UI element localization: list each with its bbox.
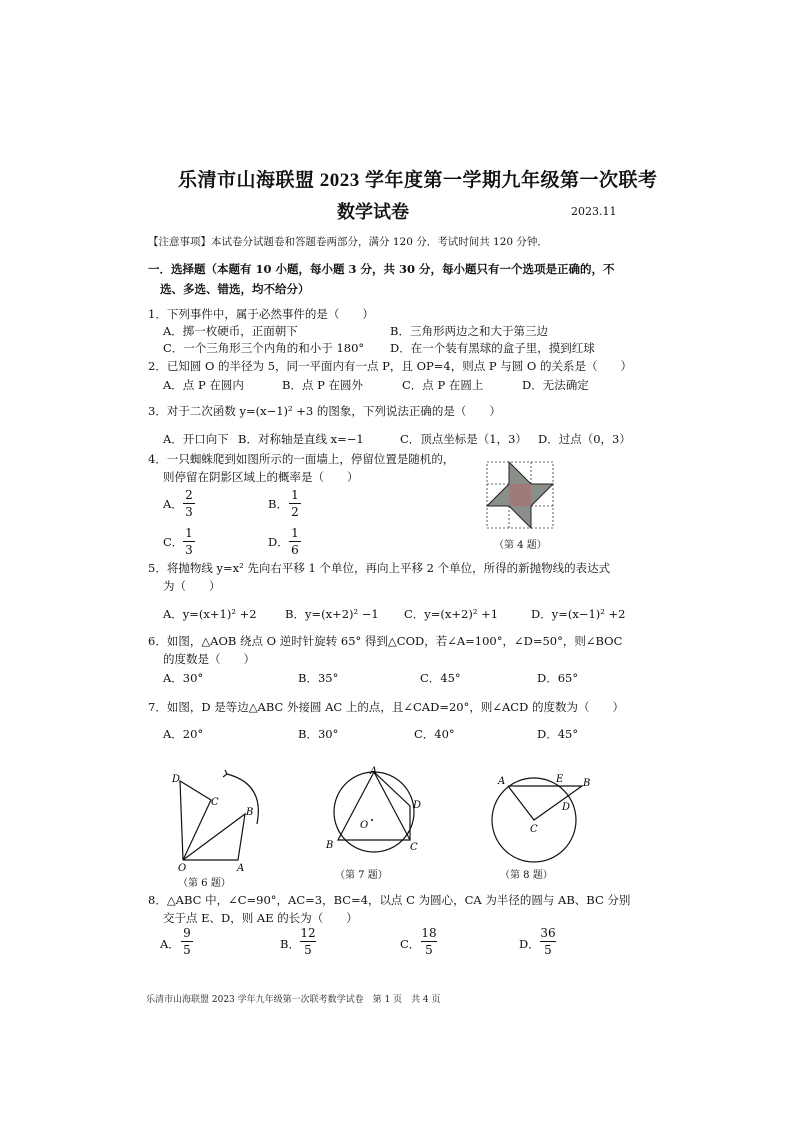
q4-option-c-fraction xyxy=(183,526,195,557)
q5-stem-cont: 为（ ） xyxy=(163,579,221,593)
fig8-label-c: C xyxy=(530,824,538,835)
q8-option-a-fraction xyxy=(181,926,193,957)
numerator: 1 xyxy=(291,526,299,540)
notice-text: 【注意事项】本试卷分试题卷和答题卷两部分，满分 120 分．考试时间共 120 分钟． xyxy=(148,236,548,248)
q5-stem: 5．将抛物线 y=x² 先向右平移 1 个单位，再向上平移 2 个单位，所得的新抛物线的表达式 xyxy=(148,561,611,575)
q1-option-d: D．在一个装有黑球的盒子里，摸到红球 xyxy=(390,341,595,355)
numerator: 36 xyxy=(540,926,556,940)
q3-option-b: B．对称轴是直线 x=−1 xyxy=(238,432,364,446)
figure-4-grid xyxy=(486,461,556,531)
denominator: 3 xyxy=(185,543,193,557)
numerator: 1 xyxy=(291,488,299,502)
q7-option-a: A．20° xyxy=(163,727,204,741)
q8-stem: 8．△ABC 中，∠C=90°，AC=3，BC=4，以点 C 为圆心，CA 为半径的圆与 AB、BC 分别 xyxy=(148,893,631,907)
q2-option-d: D．无法确定 xyxy=(522,378,589,392)
fig7-label-b: B xyxy=(326,840,334,851)
q4-stem: 4．一只蜘蛛爬到如图所示的一面墙上，停留位置是随机的， xyxy=(148,452,455,466)
q5-option-c: C．y=(x+2)² +1 xyxy=(404,607,499,621)
fig7-label-d: D xyxy=(413,800,422,811)
denominator: 5 xyxy=(425,943,433,957)
q7-option-d: D．45° xyxy=(537,727,579,741)
q8-option-d-label: D． xyxy=(519,937,540,951)
q6-option-d: D．65° xyxy=(537,671,579,685)
q2-option-a: A．点 P 在圆内 xyxy=(163,378,244,392)
page-footer: 乐清市山海联盟 2023 学年九年级第一次联考数学试卷 第 1 页 共 4 页 xyxy=(146,995,441,1005)
q8-option-b-label: B． xyxy=(280,937,300,951)
q5-option-b: B．y=(x+2)² −1 xyxy=(285,607,379,621)
q8-option-b-fraction xyxy=(300,926,316,957)
numerator: 12 xyxy=(300,926,316,940)
fig8-label-a: A xyxy=(498,776,506,787)
q4-option-a-fraction xyxy=(183,488,195,519)
figure-8-circle xyxy=(484,768,594,868)
q4-option-d-label: D． xyxy=(268,535,289,549)
fig8-label-b: B xyxy=(583,778,591,789)
q7-stem: 7．如图，D 是等边△ABC 外接圆 AC 上的点，且∠CAD=20°，则∠ACD 的度数为（ ） xyxy=(148,700,624,714)
q8-option-d-fraction xyxy=(540,926,556,957)
denominator: 3 xyxy=(185,505,193,519)
q3-option-c: C．顶点坐标是（1，3） xyxy=(400,432,527,446)
q4-option-a-label: A． xyxy=(163,497,183,511)
q3-option-a: A．开口向下 xyxy=(163,432,229,446)
q4-option-b-label: B． xyxy=(268,497,288,511)
q6-option-c: C．45° xyxy=(420,671,461,685)
fig8-label-e: E xyxy=(556,774,564,785)
q1-option-a: A．掷一枚硬币，正面朝下 xyxy=(163,324,298,338)
q2-option-c: C．点 P 在圆上 xyxy=(402,378,484,392)
q8-option-c-fraction xyxy=(421,926,437,957)
fig7-label-a: A xyxy=(370,766,378,777)
q6-stem: 6．如图，△AOB 绕点 O 逆时针旋转 65° 得到△COD，若∠A=100°，∠D=50°，则∠BOC xyxy=(148,634,623,648)
q6-option-a: A．30° xyxy=(163,671,204,685)
q8-stem-cont: 交于点 E、D，则 AE 的长为（ ） xyxy=(163,911,358,925)
q5-option-a: A．y=(x+1)² +2 xyxy=(163,607,257,621)
q1-stem: 1．下列事件中，属于必然事件的是（ ） xyxy=(148,307,374,321)
q4-option-d-fraction xyxy=(289,526,301,557)
fig6-label-b: B xyxy=(246,807,254,818)
q1-option-b: B．三角形两边之和大于第三边 xyxy=(390,324,548,338)
denominator: 6 xyxy=(291,543,299,557)
denominator: 5 xyxy=(304,943,312,957)
numerator: 1 xyxy=(185,526,193,540)
q7-option-b: B．30° xyxy=(298,727,339,741)
figure-6-caption: （第 6 题） xyxy=(178,878,231,889)
denominator: 5 xyxy=(544,943,552,957)
figure-6-rotation xyxy=(165,764,275,874)
denominator: 2 xyxy=(291,505,299,519)
section-heading-cont: 选、多选、错选，均不给分） xyxy=(160,282,310,296)
figure-7-circle xyxy=(322,766,432,862)
q5-option-d: D．y=(x−1)² +2 xyxy=(531,607,626,621)
q6-stem-cont: 的度数是（ ） xyxy=(163,652,255,666)
denominator: 5 xyxy=(183,943,191,957)
fig8-label-d: D xyxy=(562,802,571,813)
q2-option-b: B．点 P 在圆外 xyxy=(282,378,363,392)
q1-option-c: C．一个三角形三个内角的和小于 180° xyxy=(163,341,365,355)
q3-option-d: D．过点（0，3） xyxy=(538,432,631,446)
q4-option-b-fraction xyxy=(289,488,301,519)
q6-option-b: B．35° xyxy=(298,671,339,685)
q3-stem: 3．对于二次函数 y=(x−1)² +3 的图象，下列说法正确的是（ ） xyxy=(148,404,501,418)
fig6-label-d: D xyxy=(172,774,181,785)
fig6-label-c: C xyxy=(211,797,219,808)
q8-option-a-label: A． xyxy=(160,937,180,951)
figure-7-caption: （第 7 题） xyxy=(335,870,388,881)
q4-stem-cont: 则停留在阴影区域上的概率是（ ） xyxy=(163,470,359,484)
q8-option-c-label: C． xyxy=(400,937,421,951)
figure-4-caption: （第 4 题） xyxy=(494,540,547,551)
fig7-label-c: C xyxy=(410,842,418,853)
numerator: 9 xyxy=(183,926,191,940)
numerator: 2 xyxy=(185,488,193,502)
fig7-label-o: O xyxy=(360,820,369,831)
exam-title: 乐清市山海联盟 2023 学年度第一学期九年级第一次联考 xyxy=(178,170,658,191)
fig6-label-o: O xyxy=(178,863,187,874)
figure-8-caption: （第 8 题） xyxy=(500,870,553,881)
q7-option-c: C．40° xyxy=(414,727,455,741)
exam-subtitle: 数学试卷 xyxy=(337,202,409,222)
numerator: 18 xyxy=(421,926,437,940)
q4-option-c-label: C． xyxy=(163,535,184,549)
exam-date: 2023.11 xyxy=(571,205,617,218)
section-heading: 一．选择题（本题有 10 小题，每小题 3 分，共 30 分，每小题只有一个选项是正确的，不 xyxy=(148,262,615,276)
q2-stem: 2．已知圆 O 的半径为 5，同一平面内有一点 P，且 OP=4，则点 P 与圆 O 的关系是（ ） xyxy=(148,359,632,373)
fig6-label-a: A xyxy=(237,863,245,874)
